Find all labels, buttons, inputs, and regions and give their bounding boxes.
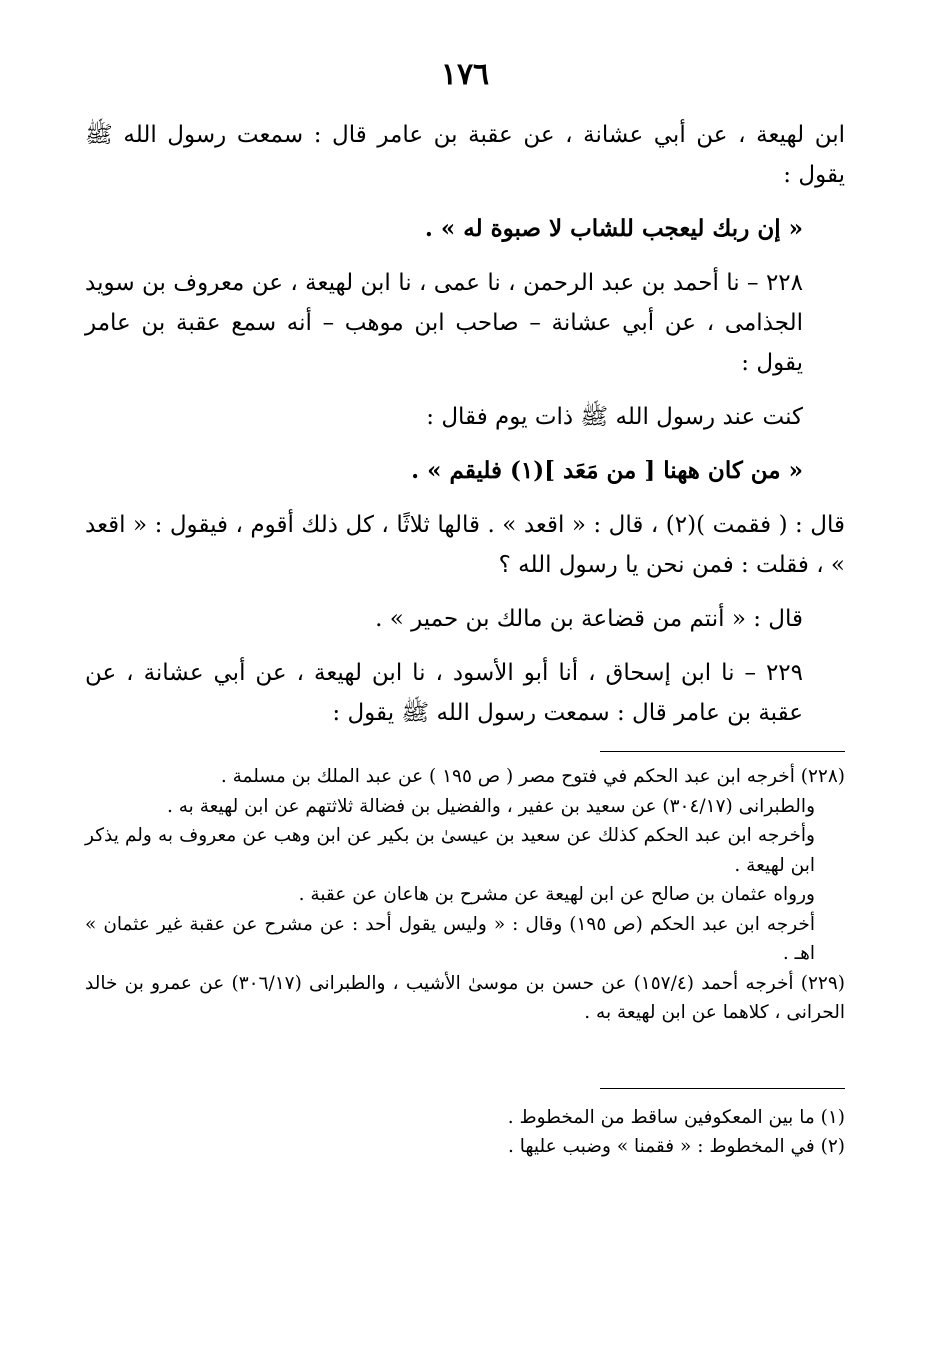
footnotes-section — [85, 1103, 845, 1162]
hadith-continuation: ابن لهيعة ، عن أبي عشانة ، عن عقبة بن عامر قال : سمعت رسول الله ﷺ يقول : — [85, 122, 845, 188]
footnote-1: (١) ما بين المعكوفين ساقط من المخطوط . — [507, 1106, 845, 1128]
main-text — [85, 115, 845, 733]
hadith-228-answer: قال : « أنتم من قضاعة بن مالك بن حمير » . — [375, 606, 803, 632]
takhrij-229: (٢٢٩) أخرجه أحمد (١٥٧/٤) عن حسن بن موسىٰ الأشيب ، والطبرانى (٣٠٦/١٧) عن عمرو بن خالد الحرانى ، كلاهما عن ابن لهيعة به . — [85, 972, 845, 1023]
footnotes-divider — [600, 1088, 845, 1089]
hadith-228-narration: قال : ( فقمت )(٢) ، قال : « اقعد » . قالها ثلاثًا ، كل ذلك أقوم ، فيقول : « اقعد » ، فقلت : فمن نحن يا رسول الله ؟ — [85, 512, 846, 578]
hadith-228-isnad: ٢٢٨ – نا أحمد بن عبد الرحمن ، نا عمى ، نا ابن لهيعة ، عن معروف بن سويد الجذامى ، عن أبي عشانة – صاحب ابن موهب – أنه سمع عقبة بن عامر يقول : — [85, 270, 803, 376]
hadith-228-matn: « من كان ههنا [ من مَعَد ](١) فليقم » . — [411, 457, 803, 484]
book-page — [85, 55, 845, 1162]
footnote-2: (٢) في المخطوط : « فقمنا » وضبب عليها . — [508, 1136, 845, 1157]
takhrij-228: (٢٢٨) أخرجه ابن عبد الحكم في فتوح مصر ( ص ١٩٥ ) عن عبد الملك بن مسلمة . — [220, 766, 845, 787]
takhrij-228-note: أخرجه ابن عبد الحكم (ص ١٩٥) وقال : « وليس يقول أحد : عن مشرح عن عقبة غير عثمان » اهـ . — [85, 913, 815, 964]
takhrij-228-uthman: ورواه عثمان بن صالح عن ابن لهيعة عن مشرح بن هاعان عن عقبة . — [298, 884, 815, 905]
hadith-228-text: كنت عند رسول الله ﷺ ذات يوم فقال : — [426, 404, 803, 430]
takhrij-divider — [600, 751, 845, 752]
takhrij-228-tabarani: والطبرانى (٣٠٤/١٧) عن سعيد بن عفير ، والفضيل بن فضالة ثلاثتهم عن ابن لهيعة به . — [167, 795, 815, 817]
hadith-matn-227: « إن ربك ليعجب للشاب لا صبوة له » . — [424, 215, 803, 242]
takhrij-228-ibn-abd-alhakam: وأخرجه ابن عبد الحكم كذلك عن سعيد بن عيسىٰ بن بكير عن ابن وهب عن معروف به ولم يذكر ابن لهيعة . — [85, 825, 815, 876]
takhrij-section — [85, 762, 845, 1028]
page-number: ١٧٦ — [440, 57, 490, 92]
hadith-229-isnad: ٢٢٩ – نا ابن إسحاق ، أنا أبو الأسود ، نا ابن لهيعة ، عن أبي عشانة ، عن عقبة بن عامر قال : سمعت رسول الله ﷺ يقول : — [85, 660, 803, 726]
